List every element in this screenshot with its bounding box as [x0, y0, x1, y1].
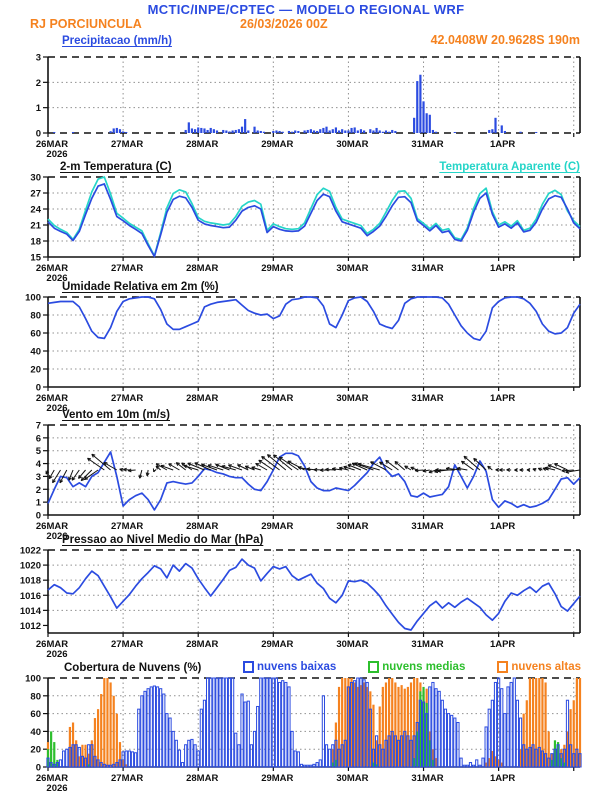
svg-text:31MAR: 31MAR: [411, 139, 444, 150]
svg-text:1: 1: [35, 497, 41, 509]
svg-text:1016: 1016: [19, 590, 41, 602]
svg-text:2026: 2026: [46, 649, 68, 660]
svg-text:0: 0: [35, 510, 41, 522]
panel-title-cloud-cover: Cobertura de Nuvens (%): [64, 662, 202, 674]
legend-low-clouds-label: nuvens baixas: [257, 661, 337, 673]
svg-text:28MAR: 28MAR: [186, 263, 219, 274]
legend-item-high-clouds: [497, 661, 581, 673]
svg-text:20: 20: [30, 364, 41, 376]
svg-text:27MAR: 27MAR: [111, 139, 144, 150]
legend-item-low-clouds: [243, 661, 336, 673]
svg-text:29MAR: 29MAR: [261, 263, 294, 274]
svg-text:30MAR: 30MAR: [336, 639, 369, 650]
svg-text:26MAR: 26MAR: [35, 139, 69, 150]
svg-text:1APR: 1APR: [489, 139, 516, 150]
svg-text:2026: 2026: [46, 783, 68, 792]
panel-pressure-graphics: [20, 546, 580, 661]
legend-mid-clouds-label: nuvens medias: [382, 661, 466, 673]
svg-text:27MAR: 27MAR: [111, 263, 144, 274]
svg-text:1012: 1012: [19, 620, 41, 632]
svg-text:0: 0: [35, 382, 41, 394]
svg-text:28MAR: 28MAR: [186, 393, 219, 404]
svg-text:80: 80: [30, 310, 41, 322]
panel-rh-graphics: [25, 293, 580, 415]
svg-text:3: 3: [35, 52, 41, 64]
svg-text:30MAR: 30MAR: [336, 393, 369, 404]
mid-clouds-swatch-icon: [368, 661, 379, 673]
svg-text:2: 2: [35, 484, 41, 496]
station-coordinates: 42.0408W 20.9628S 190m: [430, 33, 580, 47]
svg-text:15: 15: [30, 252, 41, 264]
panel-clouds-graphics: [25, 674, 581, 792]
svg-text:31MAR: 31MAR: [411, 639, 444, 650]
svg-text:27MAR: 27MAR: [111, 521, 144, 532]
svg-text:5: 5: [35, 446, 41, 458]
run-datetime: 26/03/2026 00Z: [240, 17, 328, 31]
svg-text:28MAR: 28MAR: [186, 139, 219, 150]
svg-text:80: 80: [30, 691, 41, 703]
svg-text:24: 24: [30, 204, 41, 216]
svg-text:26MAR: 26MAR: [35, 521, 69, 532]
panel-title-apparent-temperature: Temperatura Aparente (C): [439, 161, 580, 173]
svg-text:31MAR: 31MAR: [411, 773, 444, 784]
low-clouds-swatch-icon: [243, 661, 254, 673]
svg-text:0: 0: [35, 128, 41, 140]
svg-text:21: 21: [30, 220, 41, 232]
svg-text:26MAR: 26MAR: [35, 263, 69, 274]
svg-text:6: 6: [35, 433, 41, 445]
svg-text:29MAR: 29MAR: [261, 773, 294, 784]
svg-text:4: 4: [35, 459, 41, 471]
svg-text:30MAR: 30MAR: [336, 263, 369, 274]
legend-item-mid-clouds: [368, 661, 465, 673]
station-name: RJ PORCIUNCULA: [30, 17, 142, 31]
svg-text:1: 1: [35, 103, 41, 115]
svg-text:2026: 2026: [46, 273, 68, 284]
svg-text:2026: 2026: [46, 531, 68, 542]
high-clouds-swatch-icon: [497, 661, 508, 673]
svg-text:20: 20: [30, 744, 41, 756]
svg-text:30MAR: 30MAR: [336, 773, 369, 784]
svg-text:27MAR: 27MAR: [111, 773, 144, 784]
panel-title-wind: Vento em 10m (m/s): [62, 409, 171, 421]
svg-text:1022: 1022: [19, 545, 41, 557]
svg-text:0: 0: [35, 762, 41, 774]
svg-text:26MAR: 26MAR: [35, 393, 69, 404]
svg-text:28MAR: 28MAR: [186, 773, 219, 784]
svg-text:27: 27: [30, 188, 41, 200]
cloud-legend: [243, 661, 581, 673]
svg-text:31MAR: 31MAR: [411, 263, 444, 274]
panel-temp-graphics: [30, 173, 580, 285]
svg-text:2: 2: [35, 77, 41, 89]
panel-title-temperature: 2-m Temperatura (C): [60, 161, 172, 173]
svg-text:100: 100: [25, 673, 41, 685]
panel-title-pressure: Pressao ao Nivel Medio do Mar (hPa): [62, 534, 264, 546]
svg-text:40: 40: [30, 346, 41, 358]
svg-text:29MAR: 29MAR: [261, 139, 294, 150]
svg-text:30: 30: [30, 172, 41, 184]
svg-text:100: 100: [25, 292, 41, 304]
svg-text:60: 60: [30, 709, 41, 721]
svg-text:26MAR: 26MAR: [35, 773, 69, 784]
svg-text:30MAR: 30MAR: [336, 139, 369, 150]
svg-text:29MAR: 29MAR: [261, 521, 294, 532]
svg-text:28MAR: 28MAR: [186, 639, 219, 650]
svg-text:27MAR: 27MAR: [111, 393, 144, 404]
svg-text:2026: 2026: [46, 403, 68, 414]
svg-text:1APR: 1APR: [489, 263, 516, 274]
svg-text:1APR: 1APR: [489, 393, 516, 404]
svg-text:1APR: 1APR: [489, 521, 516, 532]
panel-title-humidity: Umidade Relativa em 2m (%): [62, 281, 219, 293]
svg-text:1020: 1020: [19, 560, 41, 572]
svg-text:1018: 1018: [19, 575, 41, 587]
svg-text:27MAR: 27MAR: [111, 639, 144, 650]
svg-text:28MAR: 28MAR: [186, 521, 219, 532]
svg-text:1014: 1014: [19, 605, 41, 617]
svg-text:60: 60: [30, 328, 41, 340]
legend-high-clouds-label: nuvens altas: [511, 661, 581, 673]
svg-text:3: 3: [35, 471, 41, 483]
panel-wind-graphics: [36, 421, 580, 543]
svg-text:30MAR: 30MAR: [336, 521, 369, 532]
svg-text:29MAR: 29MAR: [261, 639, 294, 650]
svg-text:26MAR: 26MAR: [35, 639, 69, 650]
svg-text:40: 40: [30, 726, 41, 738]
svg-text:2026: 2026: [46, 149, 68, 160]
svg-text:29MAR: 29MAR: [261, 393, 294, 404]
svg-text:1APR: 1APR: [489, 639, 516, 650]
model-title: MCTIC/INPE/CPTEC — MODELO REGIONAL WRF: [147, 2, 465, 17]
panel-title-precipitation: Precipitacao (mm/h): [62, 35, 172, 47]
svg-text:7: 7: [35, 420, 41, 432]
panel-precip-graphics: [36, 53, 580, 161]
svg-text:18: 18: [30, 236, 41, 248]
svg-text:31MAR: 31MAR: [411, 521, 444, 532]
svg-text:1APR: 1APR: [489, 773, 516, 784]
svg-text:31MAR: 31MAR: [411, 393, 444, 404]
